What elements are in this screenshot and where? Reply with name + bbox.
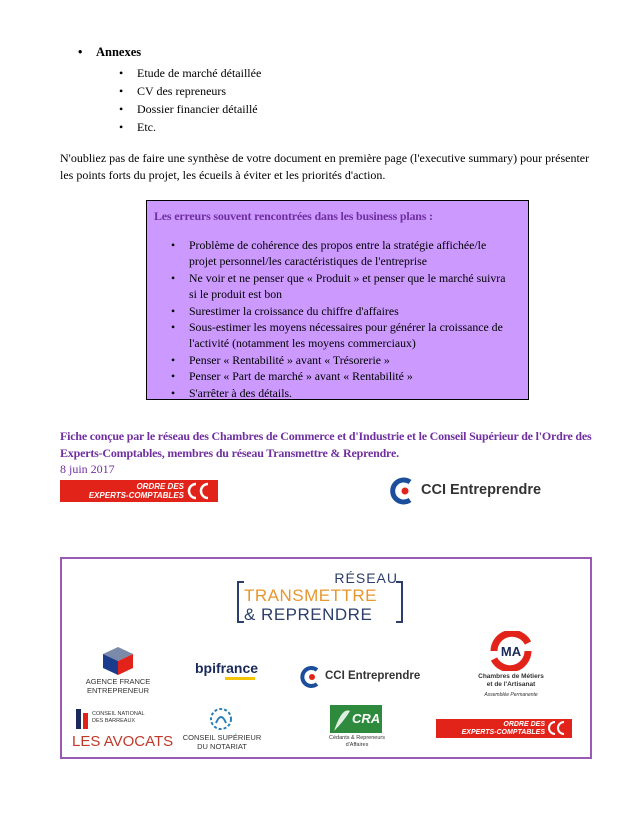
list-item: • Penser « Rentabilité » avant « Trésorerie » (171, 352, 516, 368)
list-item: • S'arrêter à des détails. (171, 385, 516, 401)
svg-text:MA: MA (500, 644, 522, 659)
cma-line2: et de l'Artisanat (486, 681, 536, 688)
reseau-logo (236, 570, 404, 628)
reseau-line2: TRANSMETTRE (244, 586, 377, 605)
avocats-line1: CONSEIL NATIONAL (92, 711, 145, 717)
errors-box (146, 200, 529, 400)
cci-icon (299, 665, 323, 689)
oec-logo-line2: EXPERTS-COMPTABLES (88, 491, 184, 500)
list-item: • Penser « Part de marché » avant « Rentabilité » (171, 368, 516, 384)
avocats-logo (70, 709, 174, 753)
credits-date: 8 juin 2017 (60, 462, 115, 476)
cra-text: CRA (352, 711, 381, 726)
annexes-list (78, 44, 141, 60)
notariat-logo (172, 707, 272, 753)
oec-logo-line1: ORDRE DES (136, 482, 184, 491)
cma-line3: Assemblée Permanente (484, 692, 538, 698)
afe-cube-icon (103, 647, 133, 675)
cci-logo-frame (299, 665, 429, 691)
list-item: • Surestimer la croissance du chiffre d'affaires (171, 303, 516, 319)
annexes-sublist (119, 64, 261, 136)
oec-logo-line1: ORDRE DES (503, 721, 545, 728)
afe-line2: ENTREPRENEUR (86, 686, 150, 695)
list-item: • Etc. (119, 118, 261, 136)
list-item: • Dossier financier détaillé (119, 100, 261, 118)
notariat-line2: DU NOTARIAT (197, 742, 247, 751)
list-item: • Etude de marché détaillée (119, 64, 261, 82)
afe-line1: AGENCE FRANCE (85, 677, 151, 686)
list-item: • CV des repreneurs (119, 82, 261, 100)
avocats-line3: LES AVOCATS (72, 733, 174, 750)
oec-logo-line2: EXPERTS-COMPTABLES (461, 729, 545, 736)
bpi-accent-icon (225, 677, 255, 681)
cci-logo-text: CCI Entreprendre (421, 482, 542, 498)
oec-swirl-icon (184, 480, 218, 502)
reseau-line1: RÉSEAU (334, 570, 398, 586)
cci-logo-text: CCI Entreprendre (325, 670, 421, 682)
cma-emblem-icon (486, 631, 536, 671)
cra-badge (330, 705, 382, 733)
list-item: • Sous-estimer les moyens nécessaires pour générer la croissance de l'activité (notamment les moyens commerciaux) (171, 319, 516, 352)
avocats-emblem-icon (74, 709, 90, 729)
errors-list (171, 237, 516, 401)
afe-logo (72, 647, 164, 697)
credits-text: Fiche conçue par le réseau des Chambres de Commerce et d'Industrie et le Conseil Supérieur de l'Ordre des Experts-Comptables, membres du réseau Transmettre & Reprendre. (60, 429, 592, 460)
cci-icon (388, 476, 418, 506)
list-item: • Ne voir et ne penser que « Produit » et penser que le marché suivra si le produit est bon (171, 270, 516, 303)
annexes-heading: • Annexes (78, 44, 141, 60)
avocats-line2: DES BARREAUX (92, 718, 136, 724)
notariat-line1: CONSEIL SUPÉRIEUR (182, 733, 262, 742)
oec-logo (60, 480, 217, 502)
cma-line1: Chambres de Métiers (478, 673, 544, 680)
cra-leaf-icon (332, 705, 352, 733)
summary-paragraph: N'oubliez pas de faire une synthèse de votre document en première page (l'executive summary) pour présenter les points forts du projet, les écueils à éviter et les priorités d'action. (60, 151, 590, 182)
partners-logos-frame (60, 557, 592, 759)
bpi-logo: bpifrance (195, 660, 259, 676)
cci-logo (388, 476, 542, 506)
oec-logo-frame (436, 719, 572, 738)
errors-box-title: Les erreurs souvent rencontrées dans les business plans : (154, 209, 433, 223)
cra-line1: Cédants & Repreneurs (329, 735, 385, 741)
cma-logo (468, 631, 554, 705)
reseau-line3: & REPRENDRE (244, 605, 373, 624)
notariat-emblem-icon (206, 707, 236, 731)
oec-swirl-icon (546, 719, 572, 738)
cra-logo (324, 705, 390, 753)
cra-line2: d'Affaires (345, 742, 369, 748)
list-item: • Problème de cohérence des propos entre la stratégie affichée/le projet personnel/les caractéristiques de l'entreprise (171, 237, 516, 270)
